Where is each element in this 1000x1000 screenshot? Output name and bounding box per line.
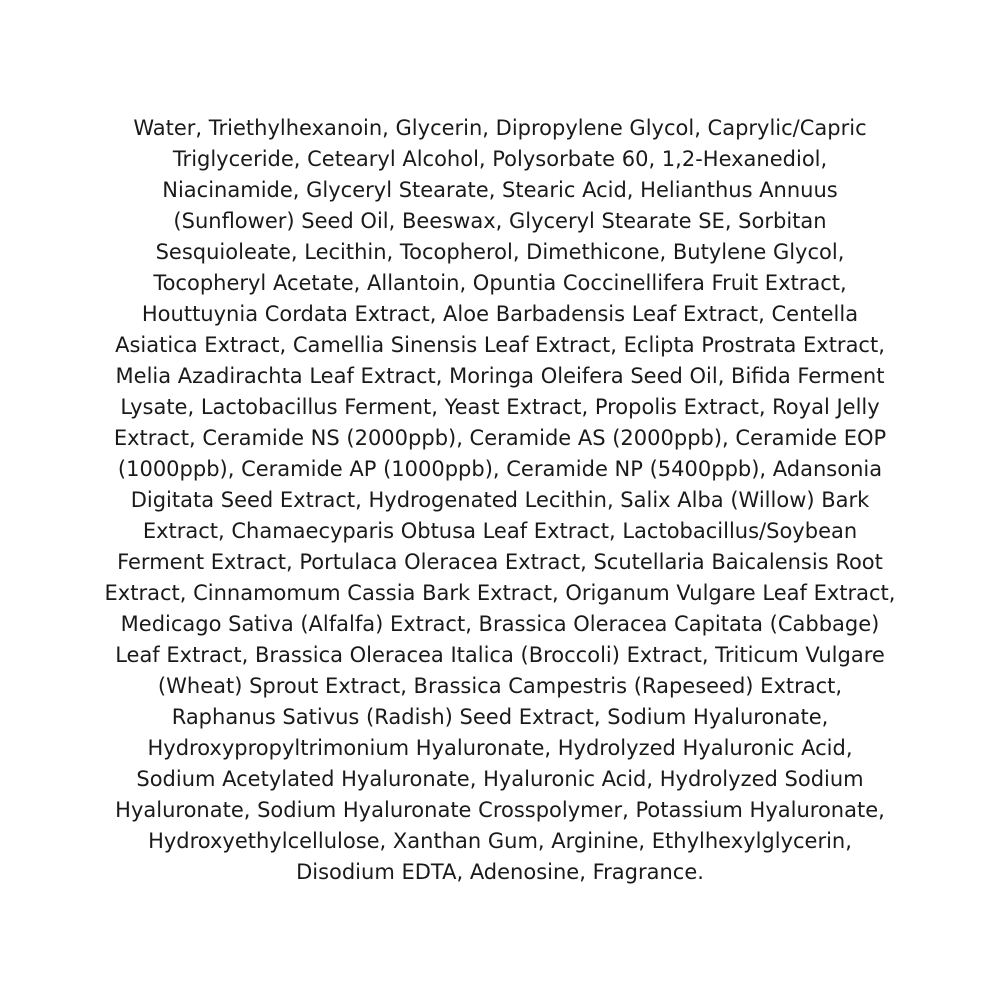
- ingredients-line: Lysate, Lactobacillus Ferment, Yeast Extract, Propolis Extract, Royal Jelly: [120, 395, 880, 419]
- ingredients-line: (Sunflower) Seed Oil, Beeswax, Glyceryl Stearate SE, Sorbitan: [173, 209, 827, 233]
- ingredients-line: Triglyceride, Cetearyl Alcohol, Polysorbate 60, 1,2-Hexanediol,: [172, 147, 828, 171]
- ingredients-line: Disodium EDTA, Adenosine, Fragrance.: [296, 860, 704, 884]
- ingredients-line: (Wheat) Sprout Extract, Brassica Campestris (Rapeseed) Extract,: [157, 674, 843, 698]
- ingredients-line: Water, Triethylhexanoin, Glycerin, Dipropylene Glycol, Caprylic/Capric: [133, 116, 867, 140]
- ingredients-line: Sesquioleate, Lecithin, Tocopherol, Dimethicone, Butylene Glycol,: [155, 240, 845, 264]
- ingredients-line: Melia Azadirachta Leaf Extract, Moringa Oleifera Seed Oil, Bifida Ferment: [115, 364, 885, 388]
- ingredients-line: Extract, Ceramide NS (2000ppb), Ceramide AS (2000ppb), Ceramide EOP: [113, 426, 887, 450]
- ingredients-line: Medicago Sativa (Alfalfa) Extract, Brassica Oleracea Capitata (Cabbage): [120, 612, 880, 636]
- ingredients-list: [0, 113, 1000, 888]
- ingredients-line: Niacinamide, Glyceryl Stearate, Stearic Acid, Helianthus Annuus: [162, 178, 838, 202]
- ingredients-line: Asiatica Extract, Camellia Sinensis Leaf Extract, Eclipta Prostrata Extract,: [115, 333, 885, 357]
- ingredients-line: Hydroxypropyltrimonium Hyaluronate, Hydrolyzed Hyaluronic Acid,: [147, 736, 853, 760]
- ingredients-line: Raphanus Sativus (Radish) Seed Extract, Sodium Hyaluronate,: [171, 705, 829, 729]
- ingredients-line: Hyaluronate, Sodium Hyaluronate Crosspolymer, Potassium Hyaluronate,: [115, 798, 885, 822]
- ingredients-line: Extract, Chamaecyparis Obtusa Leaf Extract, Lactobacillus/Soybean: [142, 519, 858, 543]
- ingredients-line: Leaf Extract, Brassica Oleracea Italica (Broccoli) Extract, Triticum Vulgare: [115, 643, 885, 667]
- ingredients-line: Sodium Acetylated Hyaluronate, Hyaluronic Acid, Hydrolyzed Sodium: [136, 767, 864, 791]
- ingredients-line: Houttuynia Cordata Extract, Aloe Barbadensis Leaf Extract, Centella: [141, 302, 859, 326]
- ingredients-line: (1000ppb), Ceramide AP (1000ppb), Ceramide NP (5400ppb), Adansonia: [117, 457, 883, 481]
- ingredients-line: Ferment Extract, Portulaca Oleracea Extract, Scutellaria Baicalensis Root: [117, 550, 883, 574]
- ingredients-line: Tocopheryl Acetate, Allantoin, Opuntia Coccinellifera Fruit Extract,: [153, 271, 847, 295]
- ingredients-line: Digitata Seed Extract, Hydrogenated Lecithin, Salix Alba (Willow) Bark: [130, 488, 870, 512]
- ingredients-line: Hydroxyethylcellulose, Xanthan Gum, Arginine, Ethylhexylglycerin,: [148, 829, 852, 853]
- ingredients-line: Extract, Cinnamomum Cassia Bark Extract, Origanum Vulgare Leaf Extract,: [104, 581, 896, 605]
